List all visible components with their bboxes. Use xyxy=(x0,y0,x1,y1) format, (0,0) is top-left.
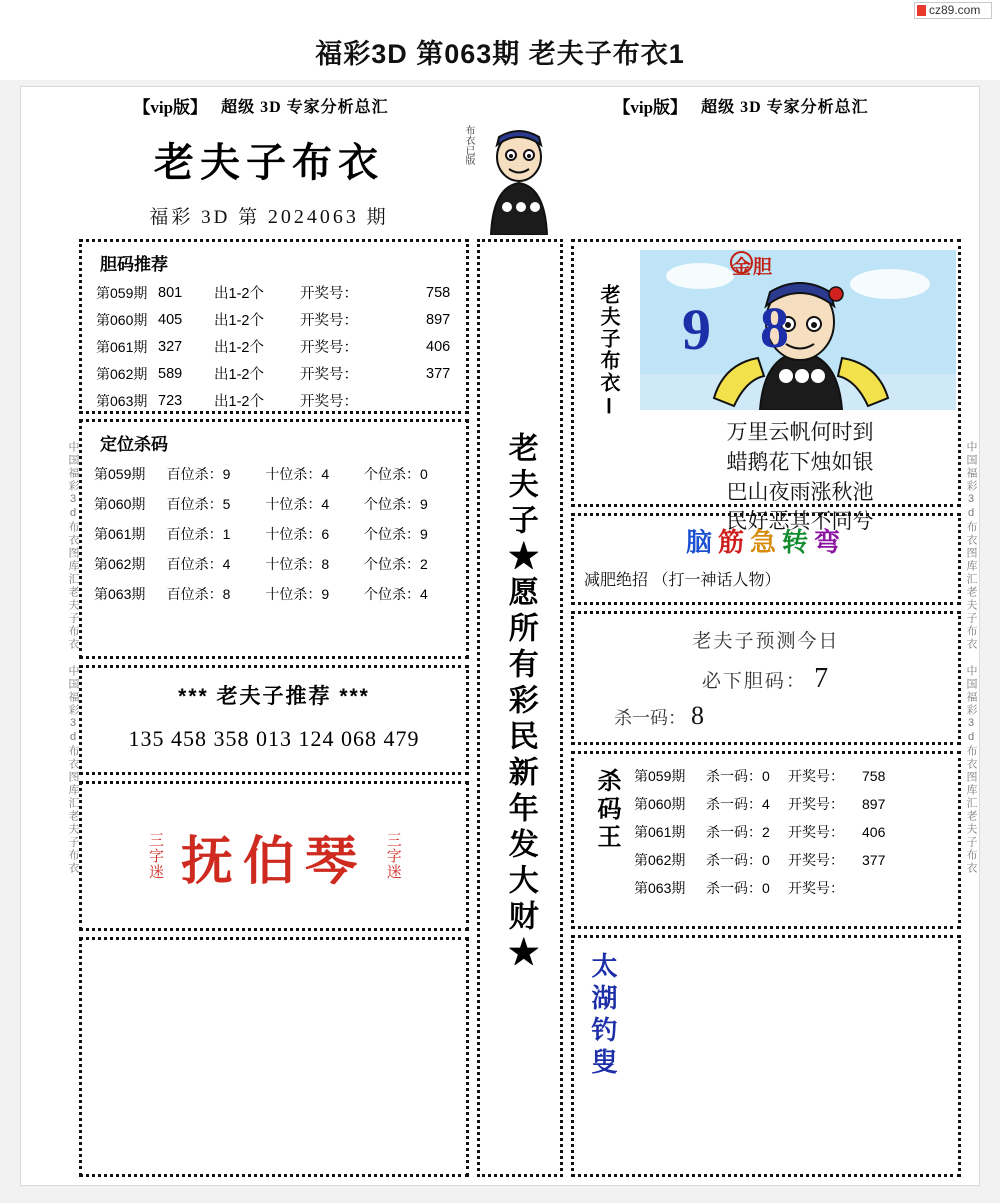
dingwei-ge: 个位杀：0 xyxy=(364,466,428,482)
danma-open-label: 开奖号： xyxy=(300,394,358,410)
brain-title-char: 急 xyxy=(749,528,782,557)
illustration-number-2: 8 xyxy=(760,295,789,360)
poem-line: 巴山夜雨涨秋池 xyxy=(726,479,874,504)
three-character-riddle-section xyxy=(79,781,469,931)
killcode-open-label: 开奖号： xyxy=(788,768,844,784)
killcode-kill: 杀一码：0 xyxy=(706,880,770,896)
brand-subtitle xyxy=(79,202,459,229)
danma-period: 第061期 xyxy=(96,338,148,355)
table-row xyxy=(632,790,958,818)
table-row xyxy=(82,333,466,360)
danma-note: 出1-2个 xyxy=(214,313,264,329)
vip-header-row xyxy=(21,87,981,123)
gold-dan-ring-icon xyxy=(730,251,753,274)
riddle-tag-right: 三字迷 xyxy=(384,832,402,880)
table-row xyxy=(82,579,466,609)
brand-sub-suffix: 期 xyxy=(366,207,389,228)
recommend-numbers: 135 458 358 013 124 068 479 xyxy=(128,726,420,751)
table-row xyxy=(82,306,466,333)
killcode-kill: 杀一码：4 xyxy=(706,796,770,812)
vip-header-left xyxy=(21,87,501,123)
dingwei-shi: 十位杀：8 xyxy=(265,556,330,572)
recommend-section xyxy=(79,665,469,775)
danma-open-label: 开奖号： xyxy=(300,286,358,302)
table-row xyxy=(632,846,958,874)
poem-line: 万里云帆何时到 xyxy=(726,420,874,444)
riddle-main-text: 抚伯琴 xyxy=(180,833,367,891)
table-row xyxy=(82,279,466,306)
danma-title: 胆码推荐 xyxy=(100,255,168,274)
dingwei-ge: 个位杀：9 xyxy=(364,496,428,512)
danma-open-label: 开奖号： xyxy=(300,340,358,356)
poem-line: 蜡鹅花下烛如银 xyxy=(726,449,874,474)
dingwei-ge: 个位杀：9 xyxy=(364,526,428,542)
killcode-section xyxy=(571,751,961,929)
brain-teaser-section xyxy=(571,513,961,605)
danma-open-value: 377 xyxy=(426,365,451,382)
forecast-kill-value: 8 xyxy=(691,701,705,730)
gold-dan-text: 金胆 xyxy=(732,257,775,278)
killcode-period: 第063期 xyxy=(634,880,686,896)
table-row xyxy=(82,459,466,489)
danma-note: 出1-2个 xyxy=(214,286,264,302)
danma-period: 第059期 xyxy=(96,284,148,301)
danma-period: 第062期 xyxy=(96,365,148,382)
danma-code: 405 xyxy=(158,311,183,328)
dingwei-title: 定位杀码 xyxy=(100,435,168,454)
mascot-label: 布衣已版 xyxy=(463,125,474,165)
killcode-open-value: 406 xyxy=(862,824,886,840)
poster-sheet xyxy=(20,86,980,1186)
killcode-label: 杀码王 xyxy=(593,768,619,852)
brain-title-char: 弯 xyxy=(814,528,847,557)
dingwei-bai: 百位杀：1 xyxy=(166,526,231,542)
dingwei-period: 第063期 xyxy=(94,586,146,602)
dingwei-period: 第059期 xyxy=(94,466,146,482)
site-logo-badge: cz89.com xyxy=(914,2,992,19)
dingwei-ge: 个位杀：4 xyxy=(364,586,428,602)
dingwei-shi: 十位杀：4 xyxy=(265,466,330,482)
mascot-illustration xyxy=(461,123,571,235)
illustration-canvas xyxy=(640,250,956,410)
danma-code: 723 xyxy=(158,392,183,409)
danma-open-value: 897 xyxy=(426,311,451,328)
killcode-open-label: 开奖号： xyxy=(788,824,844,840)
left-decorative-strip: 中国福彩3d布衣图库汇老夫子布衣 中国福彩3d布衣图库汇老夫子布衣 xyxy=(67,441,79,875)
illustration-label: 老夫子布衣Ⅰ xyxy=(597,284,619,420)
danma-code: 589 xyxy=(158,365,183,382)
table-row xyxy=(632,874,958,902)
dingwei-period: 第060期 xyxy=(94,496,146,512)
danma-period: 第063期 xyxy=(96,392,148,409)
killcode-open-value xyxy=(860,874,958,902)
forecast-must-dan xyxy=(574,663,958,695)
killcode-period: 第060期 xyxy=(634,796,686,812)
dingwei-bai: 百位杀：9 xyxy=(166,466,231,482)
poem-line: 民好恶其不同兮 xyxy=(726,509,874,534)
forecast-must-dan-value: 7 xyxy=(814,663,831,694)
danma-section xyxy=(79,239,469,414)
top-bar xyxy=(0,0,1000,22)
page-title: 福彩3D 第063期 老夫子布衣1 xyxy=(315,38,685,69)
killcode-table xyxy=(632,762,958,902)
brand-block xyxy=(79,127,459,237)
taihu-section xyxy=(571,935,961,1177)
vip-header-right xyxy=(501,87,981,123)
killcode-kill: 杀一码：0 xyxy=(706,768,770,784)
danma-open-label: 开奖号： xyxy=(300,367,358,383)
dingwei-shi: 十位杀：6 xyxy=(265,526,330,542)
killcode-period: 第062期 xyxy=(634,852,686,868)
dingwei-bai: 百位杀：8 xyxy=(166,586,231,602)
killcode-period: 第061期 xyxy=(634,824,686,840)
dingwei-shi: 十位杀：9 xyxy=(265,586,330,602)
dingwei-period: 第061期 xyxy=(94,526,146,542)
dingwei-shi: 十位杀：4 xyxy=(265,496,330,512)
center-slogan-section xyxy=(477,239,563,1177)
forecast-kill-one xyxy=(614,701,958,731)
table-row xyxy=(632,762,958,790)
brain-title-char: 筋 xyxy=(717,528,750,557)
danma-note: 出1-2个 xyxy=(214,340,264,356)
illustration-number-1: 9 xyxy=(682,297,711,362)
danma-open-value: 758 xyxy=(426,284,451,301)
forecast-section xyxy=(571,611,961,745)
illustration-section xyxy=(571,239,961,534)
brain-title-char: 脑 xyxy=(685,528,718,557)
killcode-kill: 杀一码：0 xyxy=(706,852,770,868)
table-row xyxy=(82,387,466,414)
table-row xyxy=(82,360,466,387)
danma-open-label: 开奖号： xyxy=(300,313,358,329)
brain-teaser-title xyxy=(574,522,958,559)
table-row xyxy=(632,818,958,846)
brand-sub-prefix: 福彩 3D 第 xyxy=(149,207,261,228)
forecast-kill-label: 杀一码： xyxy=(614,708,686,728)
table-row xyxy=(82,519,466,549)
killcode-period: 第059期 xyxy=(634,768,686,784)
table-row xyxy=(82,489,466,519)
danma-table xyxy=(82,279,466,414)
killcode-open-value: 758 xyxy=(862,768,886,784)
forecast-must-dan-label: 必下胆码： xyxy=(701,671,807,692)
mascot-svg xyxy=(461,123,571,235)
vip-text-right: 超级 3D 专家分析总汇 xyxy=(701,98,869,116)
danma-note: 出1-2个 xyxy=(214,367,264,383)
danma-note: 出1-2个 xyxy=(214,394,264,410)
brain-teaser-question: 减肥绝招 （打一神话人物） xyxy=(584,572,781,589)
table-row xyxy=(82,549,466,579)
dingwei-ge: 个位杀：2 xyxy=(364,556,428,572)
forecast-heading: 老夫子预测今日 xyxy=(692,631,840,652)
dingwei-period: 第062期 xyxy=(94,556,146,572)
killcode-open-value: 897 xyxy=(862,796,886,812)
vip-tag-right: 【vip版】 xyxy=(613,97,688,117)
center-slogan-text: 老夫子★愿所有彩民新年发大财★ xyxy=(503,432,537,972)
right-decorative-strip: 中国福彩3d布衣图库汇老夫子布衣 中国福彩3d布衣图库汇老夫子布衣 xyxy=(965,441,977,875)
brand-issue: 2024063 xyxy=(267,206,359,228)
danma-code: 801 xyxy=(158,284,183,301)
dingwei-bai: 百位杀：4 xyxy=(166,556,231,572)
danma-period: 第060期 xyxy=(96,311,148,328)
vip-text-left: 超级 3D 专家分析总汇 xyxy=(221,98,389,116)
killcode-open-label: 开奖号： xyxy=(788,852,844,868)
brain-title-char: 转 xyxy=(782,528,815,557)
dingwei-section xyxy=(79,419,469,659)
danma-open-value: 406 xyxy=(426,338,451,355)
page-title-bar xyxy=(0,22,1000,80)
gold-dan-label xyxy=(732,252,774,279)
killcode-open-label: 开奖号： xyxy=(788,880,844,896)
killcode-kill: 杀一码：2 xyxy=(706,824,770,840)
killcode-open-value: 377 xyxy=(862,852,886,868)
killcode-open-label: 开奖号： xyxy=(788,796,844,812)
danma-code: 327 xyxy=(158,338,183,355)
riddle-tag-left: 三字迷 xyxy=(146,832,164,880)
blank-section xyxy=(79,937,469,1177)
recommend-title: *** 老夫子推荐 *** xyxy=(178,685,370,708)
vip-tag-left: 【vip版】 xyxy=(133,97,208,117)
brand-name: 老夫子布衣 xyxy=(154,140,384,185)
taihu-label: 太湖钓叟 xyxy=(588,952,617,1080)
danma-open-value xyxy=(424,387,466,414)
dingwei-table xyxy=(82,459,466,609)
dingwei-bai: 百位杀：5 xyxy=(166,496,231,512)
